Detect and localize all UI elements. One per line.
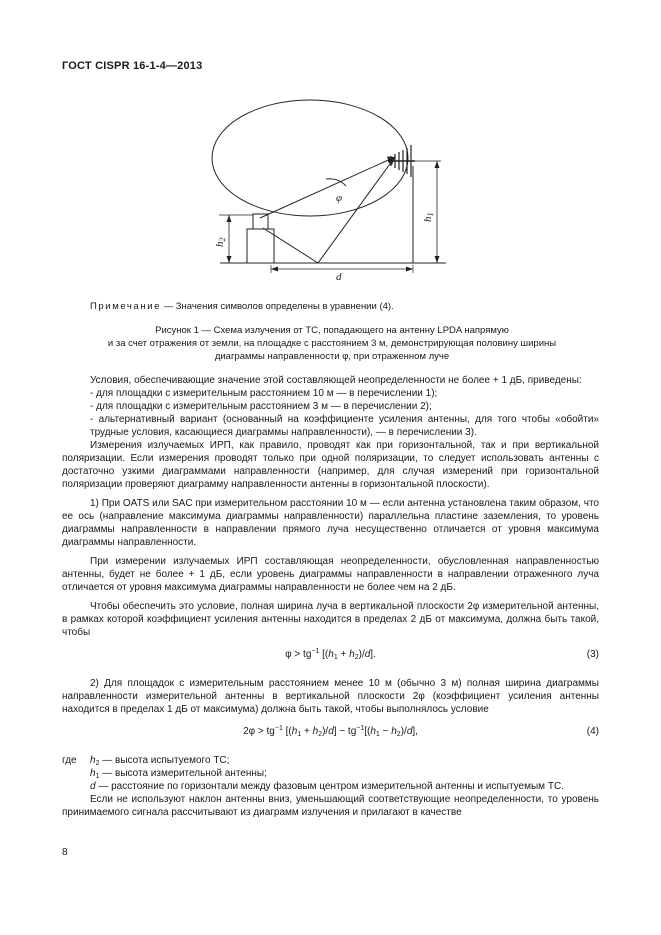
incident-ray [263, 228, 318, 263]
equation-4-number: (4) [586, 726, 599, 737]
equation-3-formula: $\varphi > tg^{-1}$ $[(h_1 + h_2)/d]$. [285, 648, 376, 661]
d-label: d [336, 271, 342, 280]
paragraph: 1) При OATS или SAC при измерительном расстоянии 10 м — если антенна установлена таким образом, что ее ось (направление максимума диаграммы направленности) параллельна пластине заземления, то уровень диаграммы направленности в направлении прямого луча несущественно отличается от уровня максимума диаграммы направленности. [62, 498, 599, 548]
list-item: - альтернативный вариант (основанный на коэффициенте усиления антенны, для того чтобы «обойти» трудные условия, касающиеся диаграммы направленности), — в перечислении 3). [90, 414, 599, 438]
caption-line: Рисунок 1 — Схема излучения от ТС, попадающего на антенну LPDA напрямую [155, 325, 509, 336]
figure-caption [62, 324, 602, 363]
paragraph: Условия, обеспечивающие значение этой составляющей неопределенности не более + 1 дБ, приведены: [90, 375, 582, 386]
body-text [62, 374, 599, 819]
radiation-diagram [205, 98, 450, 280]
paragraph: Чтобы обеспечить это условие, полная ширина луча в вертикальной плоскости 2φ измерительной антенны, в рамках которой коэффициент усиления антенны находится в пределах 2 дБ от максимума, должна быть такой, чтобы [62, 601, 599, 638]
equation-3 [62, 648, 599, 664]
eut-stand [247, 229, 274, 263]
direct-ray [260, 157, 395, 218]
paragraph: Измерения излучаемых ИРП, как правило, проводят как при горизонтальной, так и при вертикальной поляризации. Если измерения проводят только при одной поляризации, то следует использовать антенны с достаточно узкими диаграммами направленности (например, для случая измерений при горизонтальной поляризации проверяют диаграмму направленности антенны в горизонтальной плоскости). [62, 440, 599, 490]
h1-label: h1 [422, 212, 435, 222]
definition-d: d — расстояние по горизонтали между фазовым центром измерительной антенны и испытуемым ТС. [90, 781, 564, 792]
radiation-pattern-ellipse [212, 100, 408, 216]
equation-4-formula: $2\varphi > tg^{-1}$ $[(h_1 + h_2)/d] - tg^{-1}[(h_1 - h_2)/d]$, [243, 725, 418, 738]
paragraph: При измерении излучаемых ИРП составляющая неопределенности, обусловленная направленностью антенны, будет не более + 1 дБ, если уровень диаграммы направленности в направлении отраженного луча отличается от уровня максимума диаграммы направленности не более чем на 2 дБ. [62, 556, 599, 593]
figure-note [90, 301, 394, 312]
phi-label: φ [336, 192, 343, 204]
phi-arc [326, 179, 346, 186]
caption-line: диаграммы направленности φ, при отраженном луче [214, 351, 450, 362]
note-label: Примечание [90, 301, 161, 312]
h2-label: h2 [214, 237, 227, 247]
equation-4 [62, 725, 599, 741]
reflected-ray [318, 157, 395, 263]
eut-device [253, 214, 268, 229]
list-item: - для площадки с измерительным расстоянием 3 м — в перечислении 2); [90, 401, 432, 412]
document-header: ГОСТ CISPR 16-1-4—2013 [62, 60, 203, 72]
caption-line: и за счет отражения от земли, на площадке с расстоянием 3 м, демонстрирующая половину ширины [107, 338, 557, 349]
page-number: 8 [62, 847, 68, 858]
definition-h1: $h_1$ — высота измерительной антенны; [90, 768, 267, 780]
note-text: — Значения символов определены в уравнении (4). [161, 301, 394, 312]
paragraph: 2) Для площадок с измерительным расстоянием менее 10 м (обычно 3 м) полная ширина диаграммы направленности измерительной антенны в вертикальной плоскости 2φ (коэффициент усиления антенны находится в пределах 1 дБ от максимума) должна быть такой, чтобы выполнялось условие [62, 678, 599, 715]
paragraph: Если не используют наклон антенны вниз, уменьшающий соответствующие неопределенности, то уровень принимаемого сигнала рассчитывают из диаграмм излучения и прилагают в качестве [62, 794, 599, 818]
definition-h2: где $h_2$ — высота испытуемого ТС; [62, 755, 230, 767]
equation-3-number: (3) [586, 649, 599, 660]
where-lead: где [62, 755, 77, 766]
list-item: - для площадки с измерительным расстоянием 10 м — в перечислении 1); [90, 388, 438, 399]
